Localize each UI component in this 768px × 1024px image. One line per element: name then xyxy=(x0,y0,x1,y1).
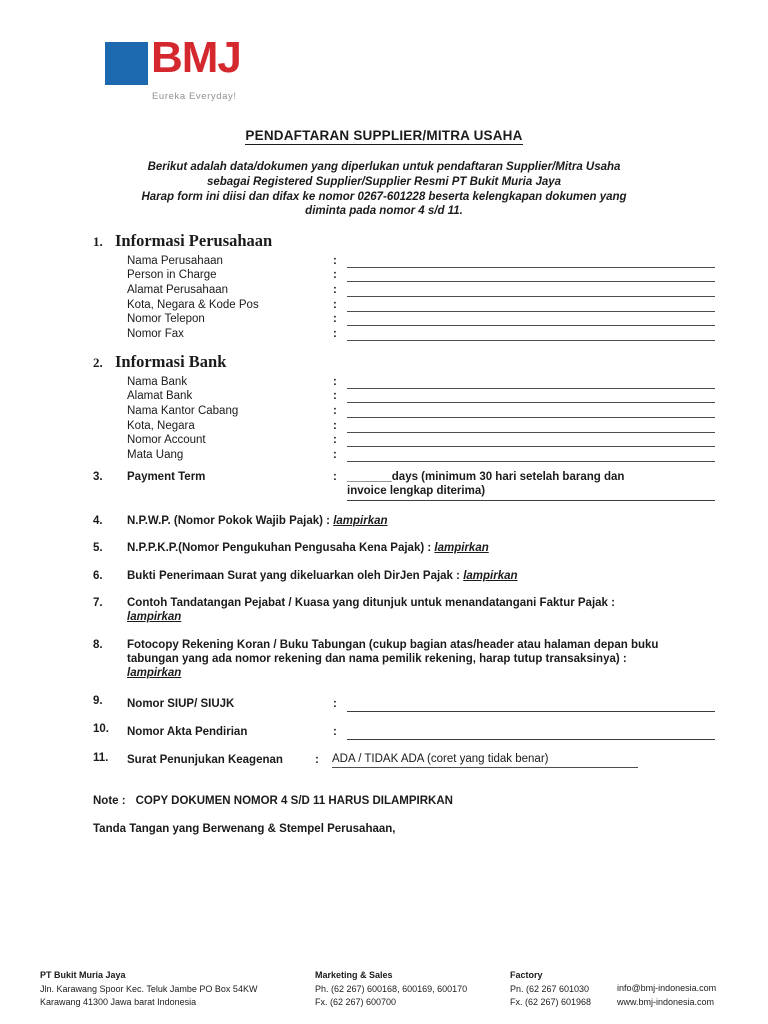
item-bukti-penerimaan xyxy=(93,570,723,584)
item-number: 11. xyxy=(93,752,109,764)
section-number: 1. xyxy=(93,234,103,249)
field-colon: : xyxy=(333,434,337,447)
item-number: 3. xyxy=(93,471,103,483)
field-row-mata-uang xyxy=(127,447,715,462)
item-text xyxy=(127,515,667,529)
field-row-keagenan xyxy=(127,752,715,768)
footer-marketing-heading: Marketing & Sales xyxy=(315,970,393,980)
field-label: Mata Uang xyxy=(127,449,184,462)
field-colon: : xyxy=(333,698,337,711)
fill-in-line xyxy=(347,695,715,712)
lampirkan-link: lampirkan xyxy=(434,542,489,554)
fill-in-line xyxy=(347,418,715,433)
section-heading xyxy=(93,231,723,251)
field-colon: : xyxy=(333,471,337,483)
fill-in-line xyxy=(347,374,715,389)
fill-in-line xyxy=(347,267,715,282)
fill-in-line xyxy=(347,326,715,341)
payment-term-row xyxy=(127,471,723,485)
note-line xyxy=(93,795,453,807)
item-nppkp xyxy=(93,542,723,556)
section-number: 2. xyxy=(93,355,103,370)
item-nomor-siup xyxy=(93,695,723,712)
field-colon: : xyxy=(333,254,337,267)
item-text xyxy=(127,597,667,625)
fill-in-line xyxy=(347,282,715,297)
footer-factory-fax: Fx. (62 267) 601968 xyxy=(510,997,592,1007)
lampirkan-link: lampirkan xyxy=(463,570,518,582)
item-text-part: N.P.P.K.P.(Nomor Pengukuhan Pengusaha Kena Pajak) : xyxy=(127,542,435,554)
footer-factory-phone: Pn. (62 267 601030 xyxy=(510,983,590,994)
field-row-person-in-charge xyxy=(127,268,715,283)
field-colon: : xyxy=(333,419,337,432)
field-colon: : xyxy=(333,298,337,311)
footer-marketing-phone: Ph. (62 267) 600168, 600169, 600170 xyxy=(315,983,468,994)
field-colon: : xyxy=(315,754,319,767)
item-number: 9. xyxy=(93,695,103,707)
intro-line: Berikut adalah data/dokumen yang diperlukan untuk pendaftaran Supplier/Mitra Usaha xyxy=(147,161,621,173)
logo-text: BMJ xyxy=(151,33,241,82)
footer-company xyxy=(40,969,257,1010)
fill-in-line xyxy=(347,723,715,740)
lampirkan-link: lampirkan xyxy=(127,610,182,623)
item-npwp xyxy=(93,515,723,529)
intro-line: sebagai Registered Supplier/Supplier Resmi PT Bukit Muria Jaya xyxy=(206,175,562,188)
intro-paragraph xyxy=(0,160,768,219)
field-colon: : xyxy=(333,375,337,388)
footer-company-name: PT Bukit Muria Jaya xyxy=(40,970,126,980)
footer-company-address1: Jln. Karawang Spoor Kec. Teluk Jambe PO Box 54KW xyxy=(40,983,258,994)
intro-line: Harap form ini diisi dan difax ke nomor 0267-601228 beserta kelengkapan dokumen yang xyxy=(141,190,627,203)
logo-square-icon xyxy=(105,42,148,85)
field-colon: : xyxy=(333,284,337,297)
field-row-akta xyxy=(127,723,715,740)
footer-marketing xyxy=(315,969,467,1010)
note-text: COPY DOKUMEN NOMOR 4 S/D 11 HARUS DILAMPIRKAN xyxy=(135,795,453,807)
fill-in-line xyxy=(347,432,715,447)
field-row-kota-negara xyxy=(127,418,715,433)
footer-factory-heading: Factory xyxy=(510,970,543,980)
field-rows xyxy=(93,253,723,341)
field-colon: : xyxy=(333,328,337,341)
footer-company-address2: Karawang 41300 Jawa barat Indonesia xyxy=(40,997,197,1007)
fill-in-line xyxy=(347,403,715,418)
item-label: Surat Penunjukan Keagenan xyxy=(127,754,283,767)
lampirkan-link: lampirkan xyxy=(127,666,182,679)
item-number: 8. xyxy=(93,639,103,651)
payment-term-value-line1: _______days (minimum 30 hari setelah barang dan xyxy=(347,471,625,483)
footer-marketing-fax: Fx. (62 267) 600700 xyxy=(315,997,397,1007)
field-label: Nomor Account xyxy=(127,434,206,447)
item-text xyxy=(127,542,667,556)
logo-tagline: Eureka Everyday! xyxy=(152,91,237,102)
footer-website: www.bmj-indonesia.com xyxy=(617,996,715,1007)
field-row-nomor-telepon xyxy=(127,312,715,327)
item-number: 5. xyxy=(93,542,103,554)
item-number: 4. xyxy=(93,515,103,527)
item-text-part: Fotocopy Rekening Koran / Buku Tabungan (cukup bagian atas/header atau halaman depan buku tabungan yang ada nomor rekening dan nama pemilik rekening, harap tutup transaksinya) : xyxy=(127,639,659,665)
footer-contact xyxy=(617,982,716,1009)
footer-email: info@bmj-indonesia.com xyxy=(617,983,717,993)
fill-in-line xyxy=(347,311,715,326)
field-label: Nama Bank xyxy=(127,375,188,388)
item-text xyxy=(127,639,667,680)
item-number: 6. xyxy=(93,570,103,582)
field-row-nomor-fax xyxy=(127,326,715,341)
footer-factory xyxy=(510,969,591,1010)
item-text-part: Contoh Tandatangan Pejabat / Kuasa yang ditunjuk untuk menandatangani Faktur Pajak : xyxy=(127,597,615,609)
signature-line: Tanda Tangan yang Berwenang & Stempel Perusahaan, xyxy=(93,823,396,835)
fill-in-line xyxy=(347,388,715,403)
item-number: 10. xyxy=(93,723,109,735)
field-colon: : xyxy=(333,726,337,739)
field-label: Nama Kantor Cabang xyxy=(127,405,239,418)
field-label: Nama Perusahaan xyxy=(127,254,223,267)
field-row-nomor-account xyxy=(127,433,715,448)
item-payment-term xyxy=(93,471,723,501)
item-text xyxy=(127,570,667,584)
field-label: Alamat Bank xyxy=(127,390,193,403)
item-label: Nomor SIUP/ SIUJK xyxy=(127,698,235,711)
field-row-nama-kantor-cabang xyxy=(127,403,715,418)
note-label: Note : xyxy=(93,795,126,807)
section-informasi-bank xyxy=(93,352,723,462)
field-colon: : xyxy=(333,449,337,462)
field-label: Alamat Perusahaan xyxy=(127,284,229,297)
page-title xyxy=(0,128,768,143)
field-colon: : xyxy=(333,405,337,418)
section-title: Informasi Bank xyxy=(115,352,227,371)
field-row-nama-perusahaan xyxy=(127,253,715,268)
item-label: Payment Term xyxy=(127,471,206,483)
field-colon: : xyxy=(333,390,337,403)
field-colon: : xyxy=(333,313,337,326)
item-fotocopy-rekening xyxy=(93,639,723,680)
field-row-alamat-bank xyxy=(127,389,715,404)
item-contoh-tandatangan xyxy=(93,597,723,625)
item-nomor-akta xyxy=(93,723,723,740)
section-heading xyxy=(93,352,723,372)
lampirkan-link: lampirkan xyxy=(333,515,388,527)
field-row-alamat-perusahaan xyxy=(127,282,715,297)
field-row-kota-negara-kodepos xyxy=(127,297,715,312)
intro-line: diminta pada nomor 4 s/d 11. xyxy=(305,205,463,218)
fill-in-line xyxy=(347,447,715,462)
section-title: Informasi Perusahaan xyxy=(115,231,273,250)
page-title-text: PENDAFTARAN SUPPLIER/MITRA USAHA xyxy=(245,128,523,143)
field-label: Nomor Telepon xyxy=(127,313,205,326)
item-surat-penunjukan xyxy=(93,752,723,768)
item-number: 7. xyxy=(93,597,103,609)
field-label: Kota, Negara & Kode Pos xyxy=(127,298,259,311)
section-informasi-perusahaan xyxy=(93,231,723,341)
field-colon: : xyxy=(333,269,337,282)
field-label: Nomor Fax xyxy=(127,328,184,341)
field-rows xyxy=(93,374,723,462)
field-label: Person in Charge xyxy=(127,269,217,282)
keagenan-value: ADA / TIDAK ADA (coret yang tidak benar) xyxy=(332,753,638,768)
field-row-siup xyxy=(127,695,715,712)
item-text-part: Bukti Penerimaan Surat yang dikeluarkan oleh DirJen Pajak : xyxy=(127,570,464,582)
item-label: Nomor Akta Pendirian xyxy=(127,726,248,739)
payment-term-value-line2: invoice lengkap diterima) xyxy=(347,485,715,501)
fill-in-line xyxy=(347,297,715,312)
field-row-nama-bank xyxy=(127,374,715,389)
fill-in-line xyxy=(347,253,715,268)
item-text-part: N.P.W.P. (Nomor Pokok Wajib Pajak) : xyxy=(127,515,334,527)
field-label: Kota, Negara xyxy=(127,419,195,432)
